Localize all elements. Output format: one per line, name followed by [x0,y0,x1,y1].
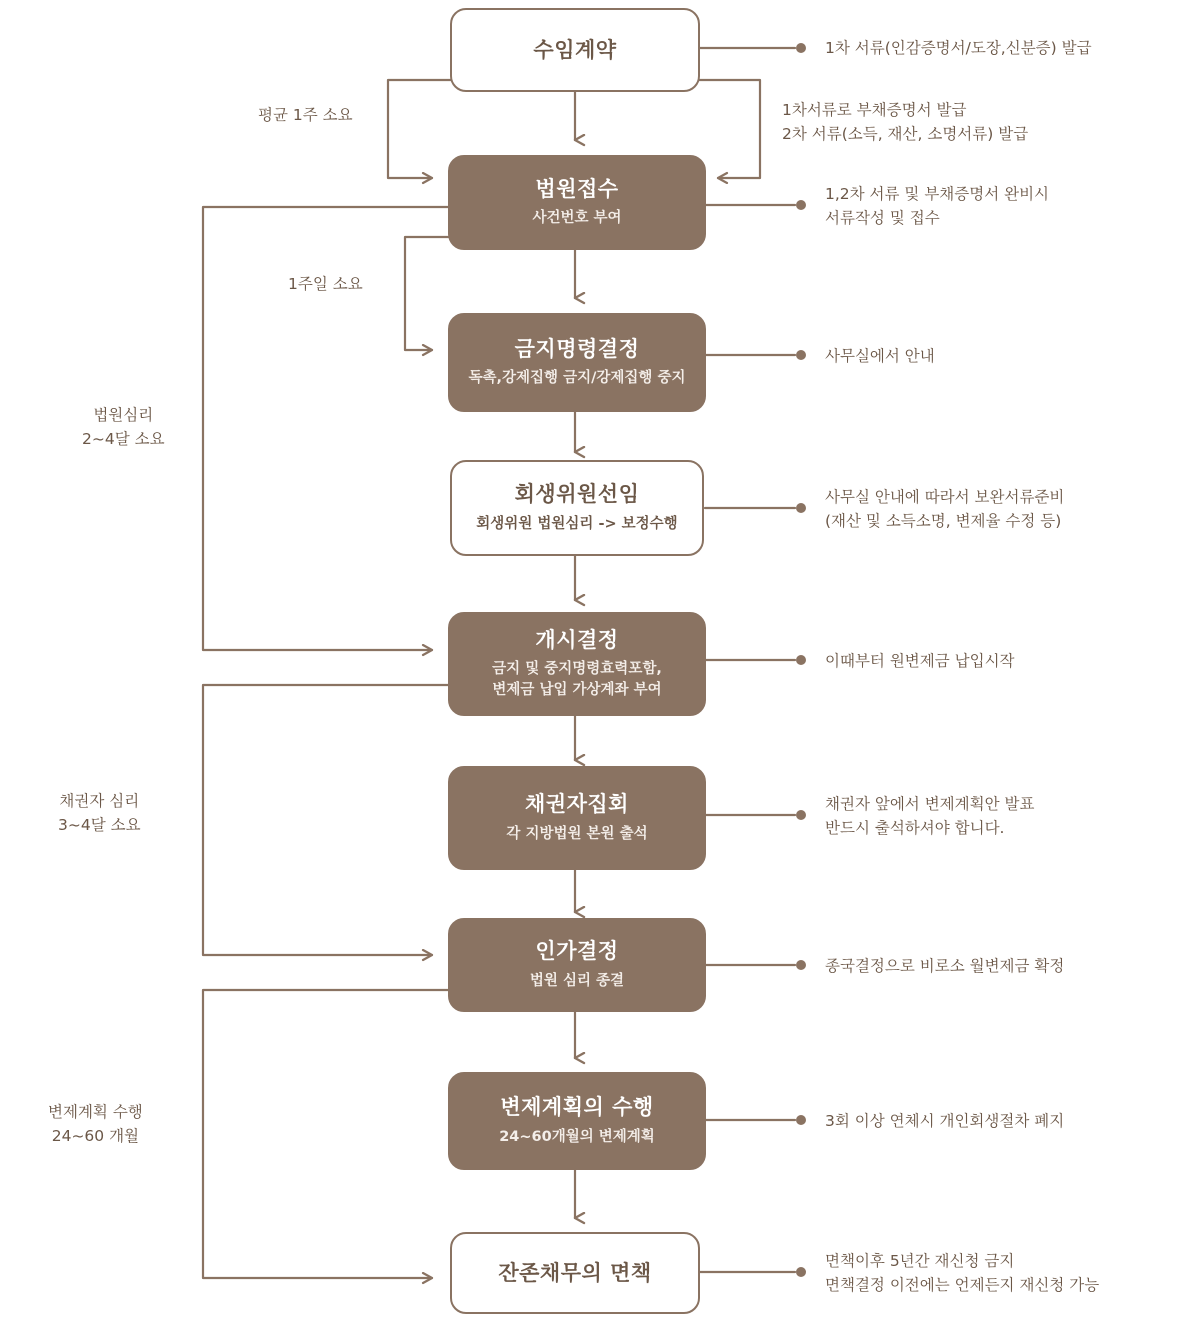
node-plan-execution[interactable] [448,1072,706,1170]
node-approval-sub: 법원 심리 종결 [529,972,625,989]
label-creditor-review-period: 채권자 심리 3~4달 소요 [58,792,141,835]
node-court-filing-sub: 사건번호 부여 [532,210,622,227]
node-discharge[interactable] [450,1232,700,1314]
annotation-contract: 1차 서류(인감증명서/도장,신분증) 발급 [825,39,1092,57]
label-one-week: 1주일 소요 [288,275,363,293]
node-trustee-appointment-sub: 회생위원 법원심리 -> 보정수행 [476,515,678,532]
annotation-plan-execution: 3회 이상 연체시 개인회생절차 폐지 [825,1112,1065,1130]
annotation-approval: 종국결정으로 비로소 월변제금 확정 [825,957,1065,975]
node-commencement-title: 개시결정 [535,627,619,652]
node-trustee-appointment[interactable] [450,460,704,556]
node-commencement[interactable] [448,612,706,716]
node-plan-execution-sub: 24~60개월의 변제계획 [499,1128,655,1145]
node-court-filing[interactable] [448,155,706,250]
node-court-filing-title: 법원접수 [535,176,619,201]
node-approval[interactable] [448,918,706,1012]
annotation-commencement: 이때부터 원변제금 납입시작 [825,652,1015,670]
node-prohibition-order-title: 금지명령결정 [514,336,640,361]
node-approval-title: 인가결정 [535,939,619,964]
node-prohibition-order[interactable] [448,313,706,412]
node-contract-title: 수임계약 [533,37,617,62]
node-contract[interactable] [450,8,700,92]
node-trustee-appointment-title: 회생위원선임 [514,482,640,507]
annotation-court-filing: 1,2차 서류 및 부채증명서 완비시 서류작성 및 접수 [825,185,1050,228]
annotation-prohibition-order: 사무실에서 안내 [825,347,935,365]
annotation-trustee-appointment: 사무실 안내에 따라서 보완서류준비 (재산 및 소득소명, 변제율 수정 등) [825,488,1065,531]
annotation-discharge: 면책이후 5년간 재신청 금지 면책결정 이전에는 언제든지 재신청 가능 [825,1252,1100,1295]
node-prohibition-order-sub: 독촉,강제집행 금지/강제집행 중지 [468,370,686,387]
node-creditors-meeting-sub: 각 지방법원 본원 출석 [506,825,648,842]
label-plan-period: 변제계획 수행 24~60 개월 [48,1103,143,1146]
node-plan-execution-title: 변제계획의 수행 [500,1095,654,1120]
node-creditors-meeting[interactable] [448,766,706,870]
annotation-documents: 1차서류로 부채증명서 발급 2차 서류(소득, 재산, 소명서류) 발급 [782,101,1029,144]
node-discharge-title: 잔존채무의 면책 [498,1260,652,1285]
label-average-one-week: 평균 1주 소요 [258,106,353,124]
node-creditors-meeting-title: 채권자집회 [525,792,629,817]
node-commencement-sub: 금지 및 중지명령효력포함, 변제금 납입 가상계좌 부여 [492,661,662,699]
annotation-creditors-meeting: 채권자 앞에서 변제계획안 발표 반드시 출석하셔야 합니다. [825,795,1035,838]
label-court-review-period: 법원심리 2~4달 소요 [82,406,165,449]
